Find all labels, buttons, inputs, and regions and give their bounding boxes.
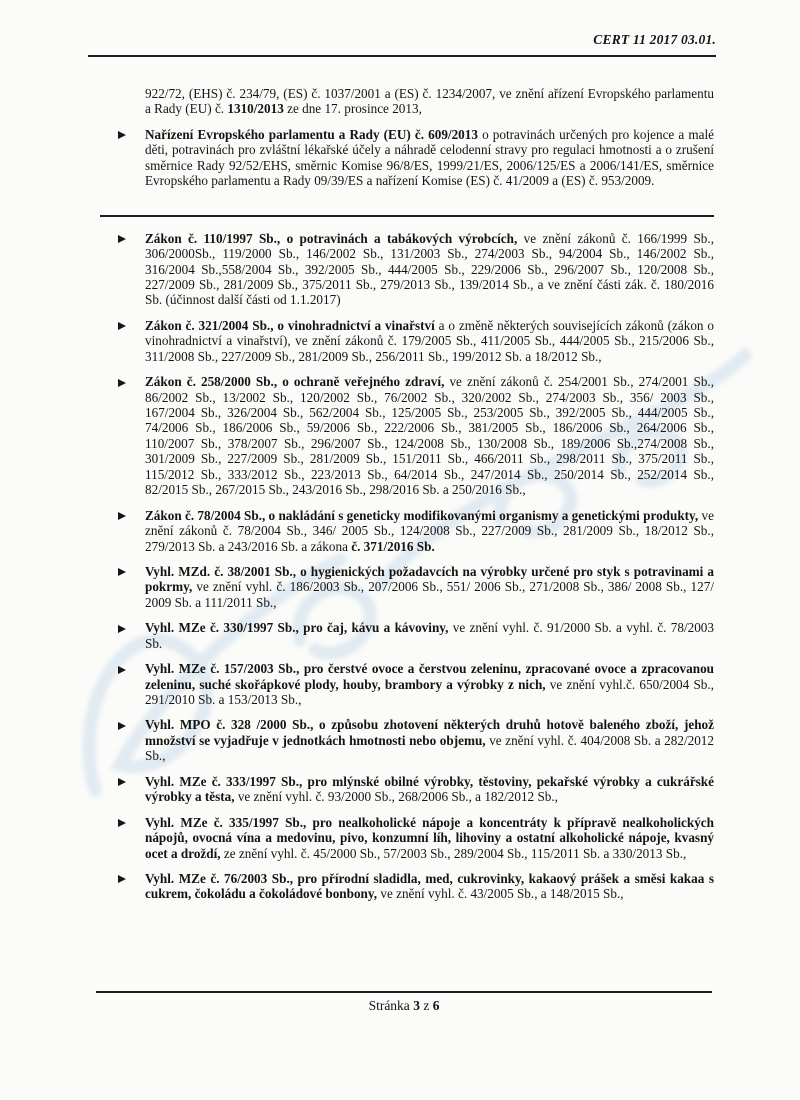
document-header bbox=[88, 32, 716, 57]
bullet-item-vyhl-mze-157-2003 bbox=[100, 661, 714, 707]
document-reference: CERT 11 2017 03.01. bbox=[593, 32, 716, 47]
page-label: Stránka bbox=[368, 998, 410, 1013]
header-rule bbox=[88, 55, 716, 57]
bullet-item-vyhl-mze-335-1997 bbox=[100, 815, 714, 861]
bullet-list-national-legislation bbox=[100, 231, 714, 902]
bullet-item-zakon-258-2000 bbox=[100, 374, 714, 498]
bullet-paragraph: Vyhl. MZe č. 335/1997 Sb., pro nealkoholické nápoje a koncentráty k přípravě nealkoholických nápojů, ovocná vína a medovinu, pivo, konzumní líh, lihoviny a ostatní alkoholické nápoje, kvasný ocet a droždí, ze znění vyhl. č. 45/2000 Sb., 57/2003 Sb., 289/2004 Sb., 115/2011 Sb. a 330/2013 Sb., bbox=[145, 814, 714, 861]
bullet-arrow-icon bbox=[118, 322, 126, 330]
continuation-paragraph: 922/72, (EHS) č. 234/79, (ES) č. 1037/2001 a (ES) č. 1234/2007, ve znění ařízení Evropského parlamentu a Rady (EU) č. 1310/2013 ze dne 17. prosince 2013, bbox=[145, 86, 714, 117]
bullet-arrow-icon bbox=[118, 379, 126, 387]
bullet-item-narizeni-609-2013 bbox=[100, 127, 714, 189]
bullet-arrow-icon bbox=[118, 568, 126, 576]
bullet-item-vyhl-mze-333-1997 bbox=[100, 774, 714, 805]
bullet-item-vyhl-mze-330-1997 bbox=[100, 620, 714, 651]
bullet-arrow-icon bbox=[118, 512, 126, 520]
bullet-list-eu-regulations bbox=[100, 127, 714, 189]
bullet-paragraph: Vyhl. MZe č. 333/1997 Sb., pro mlýnské obilné výrobky, těstoviny, pekařské výrobky a cukrářské výrobky a těsta, ve znění vyhl. č. 93/2000 Sb., 268/2006 Sb., a 182/2012 Sb., bbox=[145, 773, 714, 805]
bullet-paragraph: Vyhl. MZe č. 157/2003 Sb., pro čerstvé ovoce a čerstvou zeleninu, zpracované ovoce a zpracovanou zeleninu, suché skořápkové plody, houby, brambory a výrobky z nich, ve znění vyhl.č. 650/2004 Sb., 291/2010 Sb. a 153/2013 Sb., bbox=[145, 661, 714, 707]
current-page-number: 3 bbox=[413, 998, 420, 1013]
bullet-arrow-icon bbox=[118, 819, 126, 827]
bullet-arrow-icon bbox=[118, 625, 126, 633]
bullet-paragraph: Zákon č. 110/1997 Sb., o potravinách a tabákových výrobcích, ve znění zákonů č. 166/1999 Sb., 306/2000Sb., 119/2000 Sb., 146/2002 Sb., 131/2003 Sb., 274/2003 Sb., 94/2004 Sb., 146/2002 Sb., 316/2004 Sb.,558/2004 Sb., 392/2005 Sb., 444/2005 Sb., 229/2006 Sb., 296/2007 Sb., 120/2008 Sb., 227/2009 Sb., 281/2009 Sb., 375/2011 Sb., 279/2013 Sb., 139/2014 Sb., a ve znění části zák. č. 180/2016 Sb. (účinnost další části od 1.1.2017) bbox=[145, 230, 714, 308]
bullet-paragraph: Zákon č. 78/2004 Sb., o nakládání s geneticky modifikovanými organismy a genetickými produkty, ve znění zákonů č. 78/2004 Sb., 346/ 2005 Sb., 124/2008 Sb., 227/2009 Sb., 281/2009 Sb., 18/2012 Sb., 279/2013 Sb. a 243/2016 Sb. a zákona č. 371/2016 Sb. bbox=[145, 507, 714, 554]
bullet-arrow-icon bbox=[118, 722, 126, 730]
document-body bbox=[100, 86, 714, 996]
bullet-paragraph: Vyhl. MZe č. 76/2003 Sb., pro přírodní sladidla, med, cukrovinky, kakaový prášek a směsi kakaa s cukrem, čokoládu a čokoládové bonbony, ve znění vyhl. č. 43/2005 Sb., a 148/2015 Sb., bbox=[145, 870, 714, 902]
document-footer bbox=[96, 991, 712, 1014]
section-divider bbox=[100, 215, 714, 217]
bullet-arrow-icon bbox=[118, 131, 126, 139]
bullet-paragraph: Zákon č. 321/2004 Sb., o vinohradnictví a vinařství a o změně některých souvisejících zákonů (zákon o vinohradnictví a vinařství), ve znění zákonů č. 179/2005 Sb., 411/2005 Sb., 444/2005 Sb., 215/2006 Sb., 311/2008 Sb., 227/2009 Sb., 281/2009 Sb., 256/2011 Sb., 199/2012 Sb. a 18/2012 Sb., bbox=[145, 317, 714, 364]
total-page-number: 6 bbox=[432, 998, 440, 1013]
bullet-item-vyhl-mzd-38-2001 bbox=[100, 564, 714, 610]
bullet-item-vyhl-mpo-328-2000 bbox=[100, 717, 714, 763]
bullet-arrow-icon bbox=[118, 666, 126, 674]
footer-rule bbox=[96, 991, 712, 993]
bullet-arrow-icon bbox=[118, 778, 126, 786]
bullet-paragraph: Vyhl. MZe č. 330/1997 Sb., pro čaj, kávu a kávoviny, ve znění vyhl. č. 91/2000 Sb. a vyhl. č. 78/2003 Sb. bbox=[145, 620, 714, 651]
bullet-arrow-icon bbox=[118, 875, 126, 883]
page-number-line bbox=[96, 998, 712, 1014]
bullet-item-zakon-78-2004 bbox=[100, 508, 714, 554]
bullet-paragraph: Nařízení Evropského parlamentu a Rady (EU) č. 609/2013 o potravinách určených pro kojence a malé děti, potravinách pro zvláštní lékařské účely a náhradě celodenní stravy pro regulaci hmotnosti a o zrušení směrnice Rady 92/52/EHS, směrnic Komise 96/8/ES, 1999/21/ES, 2006/125/ES a 2006/141/ES, směrnice Evropského parlamentu a Rady 09/39/ES a nařízení Komise (ES) č. 41/2009 a (ES) č. 953/2009. bbox=[145, 126, 714, 189]
bullet-arrow-icon bbox=[118, 235, 126, 243]
bullet-paragraph: Vyhl. MPO č. 328 /2000 Sb., o způsobu zhotovení některých druhů hotově baleného zboží, jehož množství se vyjadřuje v jednotkách hmotnosti nebo objemu, ve znění vyhl. č. 404/2008 Sb. a 282/2012 Sb., bbox=[145, 717, 714, 764]
bullet-item-vyhl-mze-76-2003 bbox=[100, 871, 714, 902]
bullet-item-zakon-321-2004 bbox=[100, 318, 714, 364]
bullet-item-zakon-110-1997 bbox=[100, 231, 714, 308]
page-separator: z bbox=[423, 998, 430, 1013]
bullet-paragraph: Vyhl. MZd. č. 38/2001 Sb., o hygienických požadavcích na výrobky určené pro styk s potravinami a pokrmy, ve znění vyhl. č. 186/2003 Sb., 207/2006 Sb., 551/ 2006 Sb., 271/2008 Sb., 386/ 2008 Sb., 127/ 2009 Sb. a 111/2011 Sb., bbox=[145, 563, 714, 610]
bullet-paragraph: Zákon č. 258/2000 Sb., o ochraně veřejného zdraví, ve znění zákonů č. 254/2001 Sb., 274/2001 Sb., 86/2002 Sb., 13/2002 Sb., 120/2002 Sb., 76/2002 Sb., 320/2002 Sb., 274/2003 Sb., 356/ 2003 Sb., 167/2004 Sb., 326/2004 Sb., 562/2004 Sb., 125/2005 Sb., 253/2005 Sb., 392/2005 Sb., 444/2005 Sb., 74/2006 Sb., 186/2006 Sb., 59/2006 Sb., 222/2006 Sb., 381/2005 Sb., 186/2006 Sb., 264/2006 Sb., 110/2007 Sb., 378/2007 Sb., 296/2007 Sb., 124/2008 Sb., 130/2008 Sb., 189/2006 Sb.,274/2008 Sb., 301/2009 Sb., 227/2009 Sb., 281/2009 Sb., 151/2011 Sb., 466/2011 Sb., 298/2011 Sb., 375/2011 Sb., 115/2012 Sb., 333/2012 Sb., 223/2013 Sb., 64/2014 Sb., 247/2014 Sb., 250/2014 Sb., 252/2014 Sb., 82/2015 Sb., 267/2015 Sb., 243/2016 Sb., 298/2016 Sb. a 250/2016 Sb., bbox=[145, 374, 714, 498]
